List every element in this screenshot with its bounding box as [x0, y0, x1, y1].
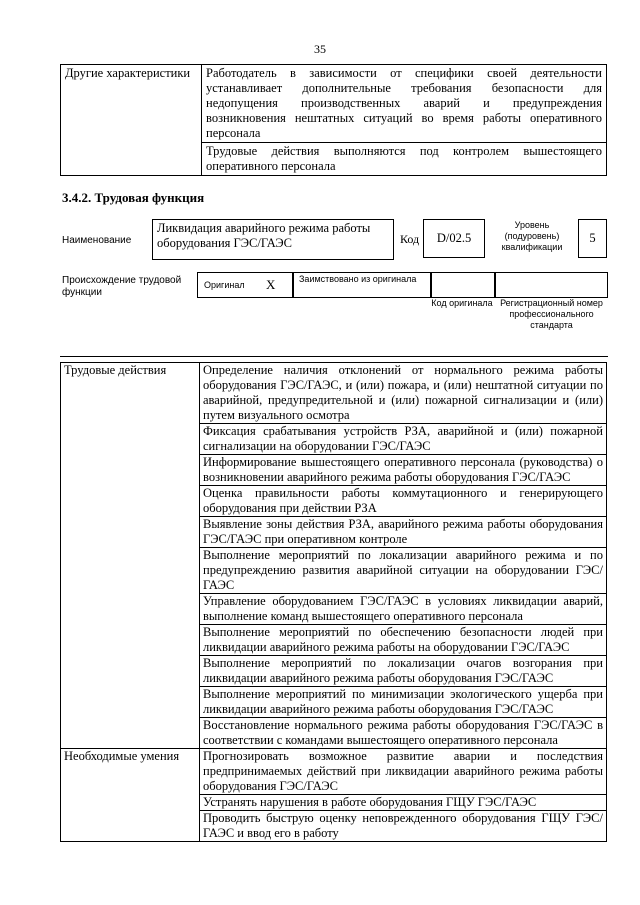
- table-cell: Устранять нарушения в работе оборудования ГЩУ ГЭС/ГАЭС: [200, 795, 607, 811]
- name-value: Ликвидация аварийного режима работы оборудования ГЭС/ГАЭС: [157, 221, 371, 250]
- code-original-box: [430, 272, 496, 298]
- table-cell: Работодатель в зависимости от специфики своей деятельности устанавливает дополнительные требования безопасности для недопущения производственных аварий и предупреждения возникновения нештатных ситуаций во время работы оперативного персонала: [202, 65, 607, 143]
- row-label: Трудовые действия: [61, 363, 200, 749]
- level-value: 5: [578, 219, 607, 258]
- table-cell: Фиксация срабатывания устройств РЗА, аварийной и (или) пожарной сигнализации на оборудовании ГЭС/ГАЭС: [200, 424, 607, 455]
- original-box: [197, 272, 294, 298]
- table-cell: Информирование вышестоящего оперативного персонала (руководства) о возникновении аварийного режима работы оборудования ГЭС/ГАЭС: [200, 455, 607, 486]
- table-cell: Выполнение мероприятий по минимизации экологического ущерба при ликвидации аварийного режима работы оборудования ГЭС/ГАЭС: [200, 687, 607, 718]
- table-cell: Определение наличия отклонений от нормального режима работы оборудования ГЭС/ГАЭС, и (или) пожара, и (или) нештатной ситуации по аварийной, предупредительной и (или) пожарной сигнализации и (или) путем визуального осмотра: [200, 363, 607, 424]
- reg-number-caption: Регистрационный номер профессионального стандарта: [500, 298, 603, 330]
- section-title: 3.4.2. Трудовая функция: [62, 190, 205, 205]
- table-cell: Выполнение мероприятий по обеспечению безопасности людей при ликвидации аварийного режима работы на оборудовании ГЭС/ГАЭС: [200, 625, 607, 656]
- code-value: D/02.5: [423, 219, 485, 258]
- table-cell: Выявление зоны действия РЗА, аварийного режима работы оборудования ГЭС/ГАЭС при оперативном контроле: [200, 517, 607, 548]
- table-cell: Трудовые действия выполняются под контролем вышестоящего оперативного персонала: [202, 143, 607, 176]
- origin-label: Происхождение трудовой функции: [62, 275, 182, 298]
- table-cell: Восстановление нормального режима работы оборудования ГЭС/ГАЭС в соответствии с командами вышестоящего оперативного персонала: [200, 718, 607, 749]
- table-cell: Оценка правильности работы коммутационного и генерирующего оборудования при действии РЗА: [200, 486, 607, 517]
- row-label: Необходимые умения: [61, 749, 200, 842]
- table-row: [61, 749, 607, 795]
- original-label: Оригинал: [204, 280, 245, 290]
- code-original-caption: Код оригинала: [431, 298, 493, 308]
- divider: [60, 356, 608, 357]
- row-label: Другие характеристики: [61, 65, 202, 176]
- table-cell: Выполнение мероприятий по локализации аварийного режима и по предупреждению развития аварийной ситуации на оборудовании ГЭС/ГАЭС: [200, 548, 607, 594]
- name-value-box: [152, 219, 394, 260]
- original-mark: X: [266, 277, 276, 292]
- other-characteristics-table: [60, 64, 607, 176]
- reg-number-box: [494, 272, 608, 298]
- table-cell: Выполнение мероприятий по локализации очагов возгорания при ликвидации аварийного режима работы оборудования ГЭС/ГАЭС: [200, 656, 607, 687]
- table-cell: Управление оборудованием ГЭС/ГАЭС в условиях ликвидации аварий, выполнение команд вышестоящего оперативного персонала: [200, 594, 607, 625]
- page-number: 35: [314, 42, 326, 56]
- table-row: [61, 363, 607, 424]
- table-cell: Проводить быструю оценку неповрежденного оборудования ГЩУ ГЭС/ГАЭС и ввод его в работу: [200, 811, 607, 842]
- table-cell: Прогнозировать возможное развитие аварии и последствия предпринимаемых действий при ликвидации аварийного режима работы оборудования ГЭС/ГАЭС: [200, 749, 607, 795]
- borrowed-box: [292, 272, 432, 298]
- level-label: Уровень (подуровень) квалификации: [501, 220, 563, 252]
- code-label: Код: [400, 232, 420, 246]
- name-label: Наименование: [62, 235, 132, 246]
- borrowed-label: Заимствовано из оригинала: [299, 274, 417, 284]
- labor-function-table: [60, 362, 607, 842]
- table-row: [61, 65, 607, 143]
